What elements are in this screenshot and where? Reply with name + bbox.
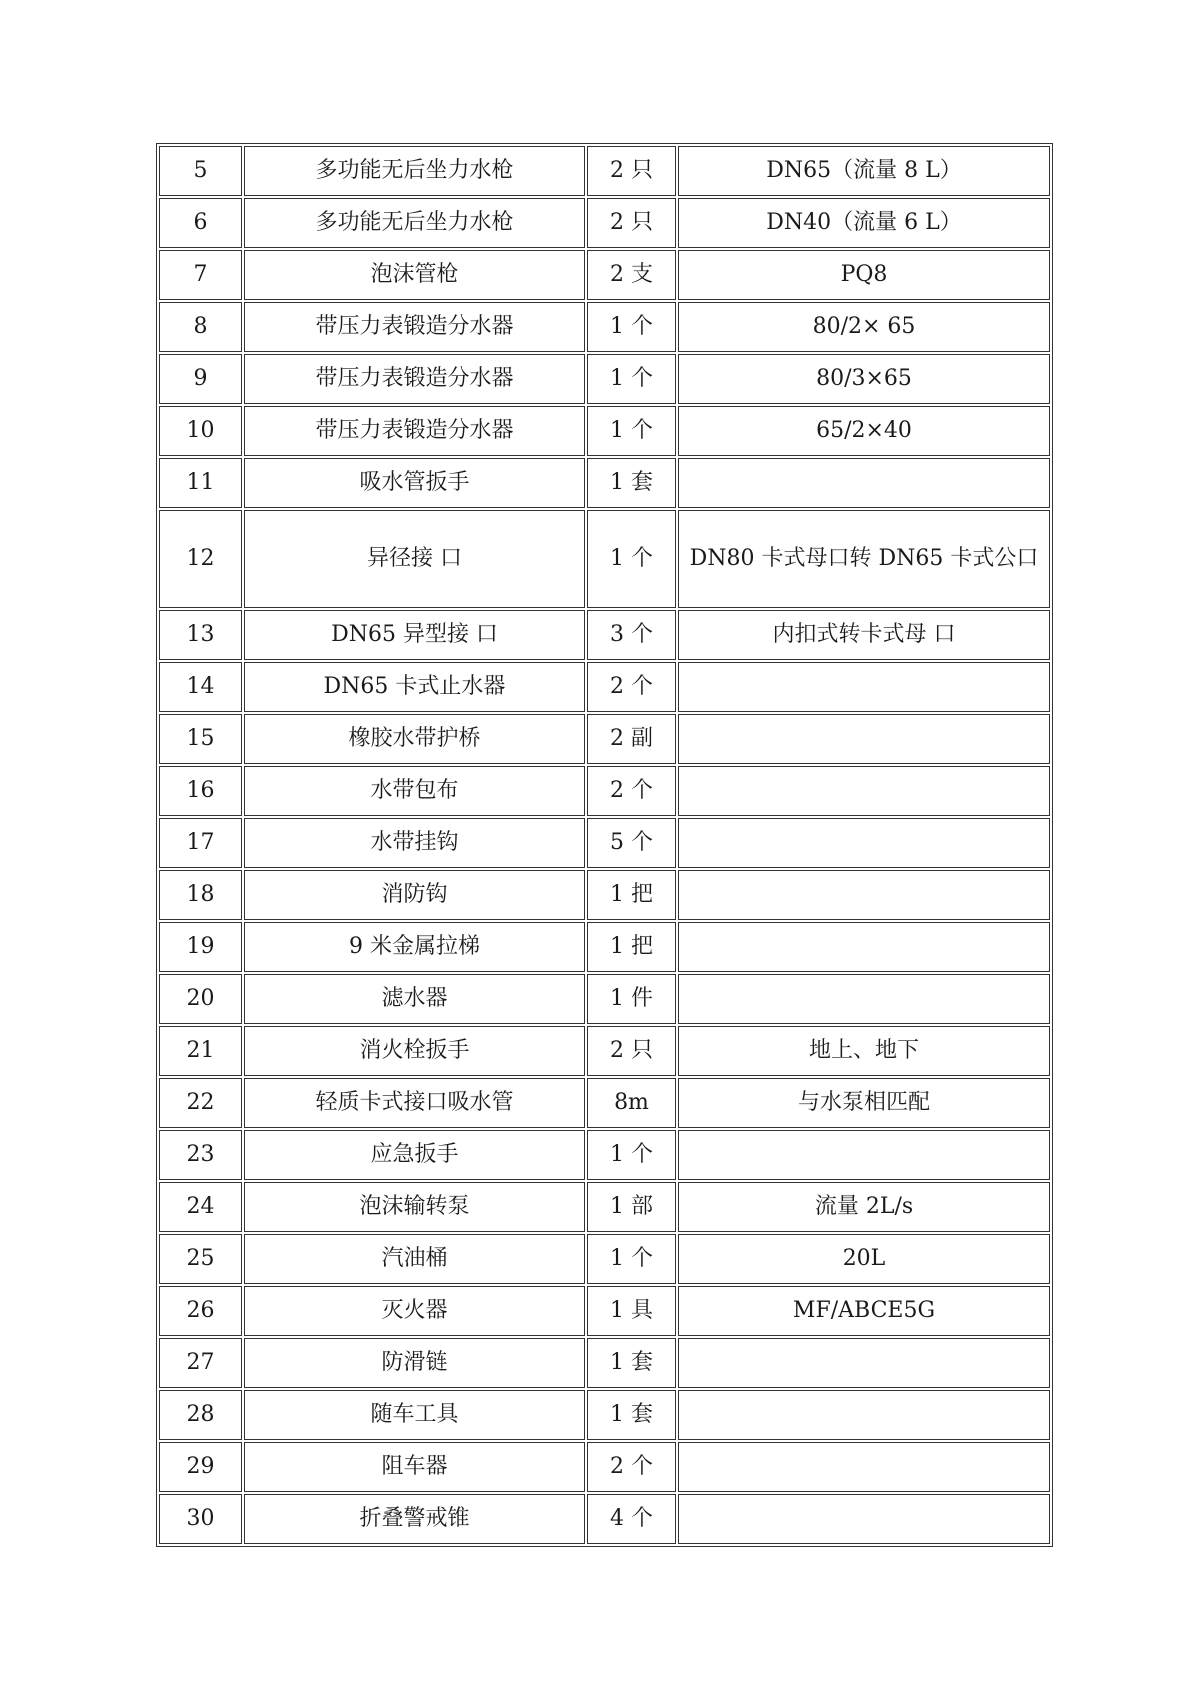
table-row — [159, 406, 1050, 456]
table-row — [159, 974, 1050, 1024]
item-spec — [678, 766, 1050, 816]
item-name: 带压力表锻造分水器 — [244, 354, 585, 404]
item-spec: 65/2×40 — [678, 406, 1050, 456]
item-quantity: 2 个 — [587, 1442, 676, 1492]
table-row — [159, 610, 1050, 660]
item-name: 灭火器 — [244, 1286, 585, 1336]
row-number: 18 — [159, 870, 242, 920]
item-name: 泡沫输转泵 — [244, 1182, 585, 1232]
item-quantity: 2 个 — [587, 662, 676, 712]
item-quantity: 3 个 — [587, 610, 676, 660]
item-name: 9 米金属拉梯 — [244, 922, 585, 972]
item-quantity: 1 个 — [587, 1234, 676, 1284]
row-number: 22 — [159, 1078, 242, 1128]
item-name: DN65 卡式止水器 — [244, 662, 585, 712]
item-quantity: 1 个 — [587, 354, 676, 404]
table-row — [159, 1182, 1050, 1232]
table-row — [159, 198, 1050, 248]
item-quantity: 5 个 — [587, 818, 676, 868]
row-number: 14 — [159, 662, 242, 712]
item-name: 泡沫管枪 — [244, 250, 585, 300]
row-number: 8 — [159, 302, 242, 352]
row-number: 12 — [159, 510, 242, 608]
item-name: 带压力表锻造分水器 — [244, 406, 585, 456]
item-name: 消火栓扳手 — [244, 1026, 585, 1076]
row-number: 15 — [159, 714, 242, 764]
item-quantity: 4 个 — [587, 1494, 676, 1544]
table-row — [159, 766, 1050, 816]
item-quantity: 1 件 — [587, 974, 676, 1024]
item-quantity: 2 支 — [587, 250, 676, 300]
item-name: 轻质卡式接口吸水管 — [244, 1078, 585, 1128]
item-spec — [678, 1130, 1050, 1180]
item-spec — [678, 662, 1050, 712]
table-row — [159, 458, 1050, 508]
item-spec — [678, 714, 1050, 764]
item-quantity: 2 只 — [587, 146, 676, 196]
table-row — [159, 1026, 1050, 1076]
item-name: DN65 异型接 口 — [244, 610, 585, 660]
row-number: 25 — [159, 1234, 242, 1284]
item-quantity: 1 套 — [587, 1390, 676, 1440]
row-number: 6 — [159, 198, 242, 248]
item-spec: DN40（流量 6 L） — [678, 198, 1050, 248]
item-spec: MF/ABCE5G — [678, 1286, 1050, 1336]
table-row — [159, 1078, 1050, 1128]
item-spec: 80/3×65 — [678, 354, 1050, 404]
item-spec — [678, 818, 1050, 868]
item-name: 消防钩 — [244, 870, 585, 920]
item-spec: 80/2× 65 — [678, 302, 1050, 352]
item-spec: 与水泵相匹配 — [678, 1078, 1050, 1128]
row-number: 27 — [159, 1338, 242, 1388]
item-name: 应急扳手 — [244, 1130, 585, 1180]
table-row — [159, 354, 1050, 404]
item-quantity: 2 副 — [587, 714, 676, 764]
row-number: 17 — [159, 818, 242, 868]
item-name: 橡胶水带护桥 — [244, 714, 585, 764]
table-row — [159, 1494, 1050, 1544]
table-row — [159, 1130, 1050, 1180]
item-quantity: 8m — [587, 1078, 676, 1128]
item-spec — [678, 1338, 1050, 1388]
item-spec — [678, 870, 1050, 920]
table-row — [159, 922, 1050, 972]
row-number: 30 — [159, 1494, 242, 1544]
table-row — [159, 1286, 1050, 1336]
item-spec — [678, 1442, 1050, 1492]
table-row — [159, 510, 1050, 608]
row-number: 29 — [159, 1442, 242, 1492]
item-spec: DN65（流量 8 L） — [678, 146, 1050, 196]
row-number: 19 — [159, 922, 242, 972]
item-spec: 地上、地下 — [678, 1026, 1050, 1076]
table-row — [159, 818, 1050, 868]
table-row — [159, 250, 1050, 300]
item-name: 吸水管扳手 — [244, 458, 585, 508]
item-name: 随车工具 — [244, 1390, 585, 1440]
row-number: 16 — [159, 766, 242, 816]
item-name: 折叠警戒锥 — [244, 1494, 585, 1544]
item-spec: 内扣式转卡式母 口 — [678, 610, 1050, 660]
item-name: 阻车器 — [244, 1442, 585, 1492]
row-number: 10 — [159, 406, 242, 456]
item-quantity: 1 把 — [587, 870, 676, 920]
item-spec — [678, 974, 1050, 1024]
item-name: 带压力表锻造分水器 — [244, 302, 585, 352]
item-spec — [678, 1494, 1050, 1544]
table-row — [159, 146, 1050, 196]
item-spec: 流量 2L/s — [678, 1182, 1050, 1232]
row-number: 13 — [159, 610, 242, 660]
item-quantity: 1 套 — [587, 458, 676, 508]
row-number: 23 — [159, 1130, 242, 1180]
row-number: 24 — [159, 1182, 242, 1232]
item-quantity: 1 具 — [587, 1286, 676, 1336]
table-row — [159, 1338, 1050, 1388]
item-quantity: 1 个 — [587, 1130, 676, 1180]
equipment-table — [156, 143, 1053, 1547]
item-quantity: 1 套 — [587, 1338, 676, 1388]
item-quantity: 2 只 — [587, 1026, 676, 1076]
row-number: 20 — [159, 974, 242, 1024]
item-name: 汽油桶 — [244, 1234, 585, 1284]
row-number: 11 — [159, 458, 242, 508]
row-number: 21 — [159, 1026, 242, 1076]
item-name: 水带包布 — [244, 766, 585, 816]
table-row — [159, 662, 1050, 712]
item-name: 防滑链 — [244, 1338, 585, 1388]
table-row — [159, 1234, 1050, 1284]
row-number: 7 — [159, 250, 242, 300]
item-name: 滤水器 — [244, 974, 585, 1024]
item-quantity: 1 把 — [587, 922, 676, 972]
item-name: 异径接 口 — [244, 510, 585, 608]
item-name: 多功能无后坐力水枪 — [244, 146, 585, 196]
item-quantity: 1 个 — [587, 406, 676, 456]
row-number: 28 — [159, 1390, 242, 1440]
table-row — [159, 302, 1050, 352]
item-spec — [678, 1390, 1050, 1440]
item-spec: PQ8 — [678, 250, 1050, 300]
item-quantity: 1 个 — [587, 510, 676, 608]
row-number: 26 — [159, 1286, 242, 1336]
item-spec: DN80 卡式母口转 DN65 卡式公口 — [678, 510, 1050, 608]
table-row — [159, 714, 1050, 764]
table-row — [159, 1442, 1050, 1492]
item-name: 水带挂钩 — [244, 818, 585, 868]
item-quantity: 2 个 — [587, 766, 676, 816]
table-row — [159, 870, 1050, 920]
item-name: 多功能无后坐力水枪 — [244, 198, 585, 248]
item-spec — [678, 922, 1050, 972]
row-number: 9 — [159, 354, 242, 404]
item-quantity: 2 只 — [587, 198, 676, 248]
item-spec — [678, 458, 1050, 508]
table-row — [159, 1390, 1050, 1440]
item-spec: 20L — [678, 1234, 1050, 1284]
item-quantity: 1 部 — [587, 1182, 676, 1232]
item-quantity: 1 个 — [587, 302, 676, 352]
row-number: 5 — [159, 146, 242, 196]
